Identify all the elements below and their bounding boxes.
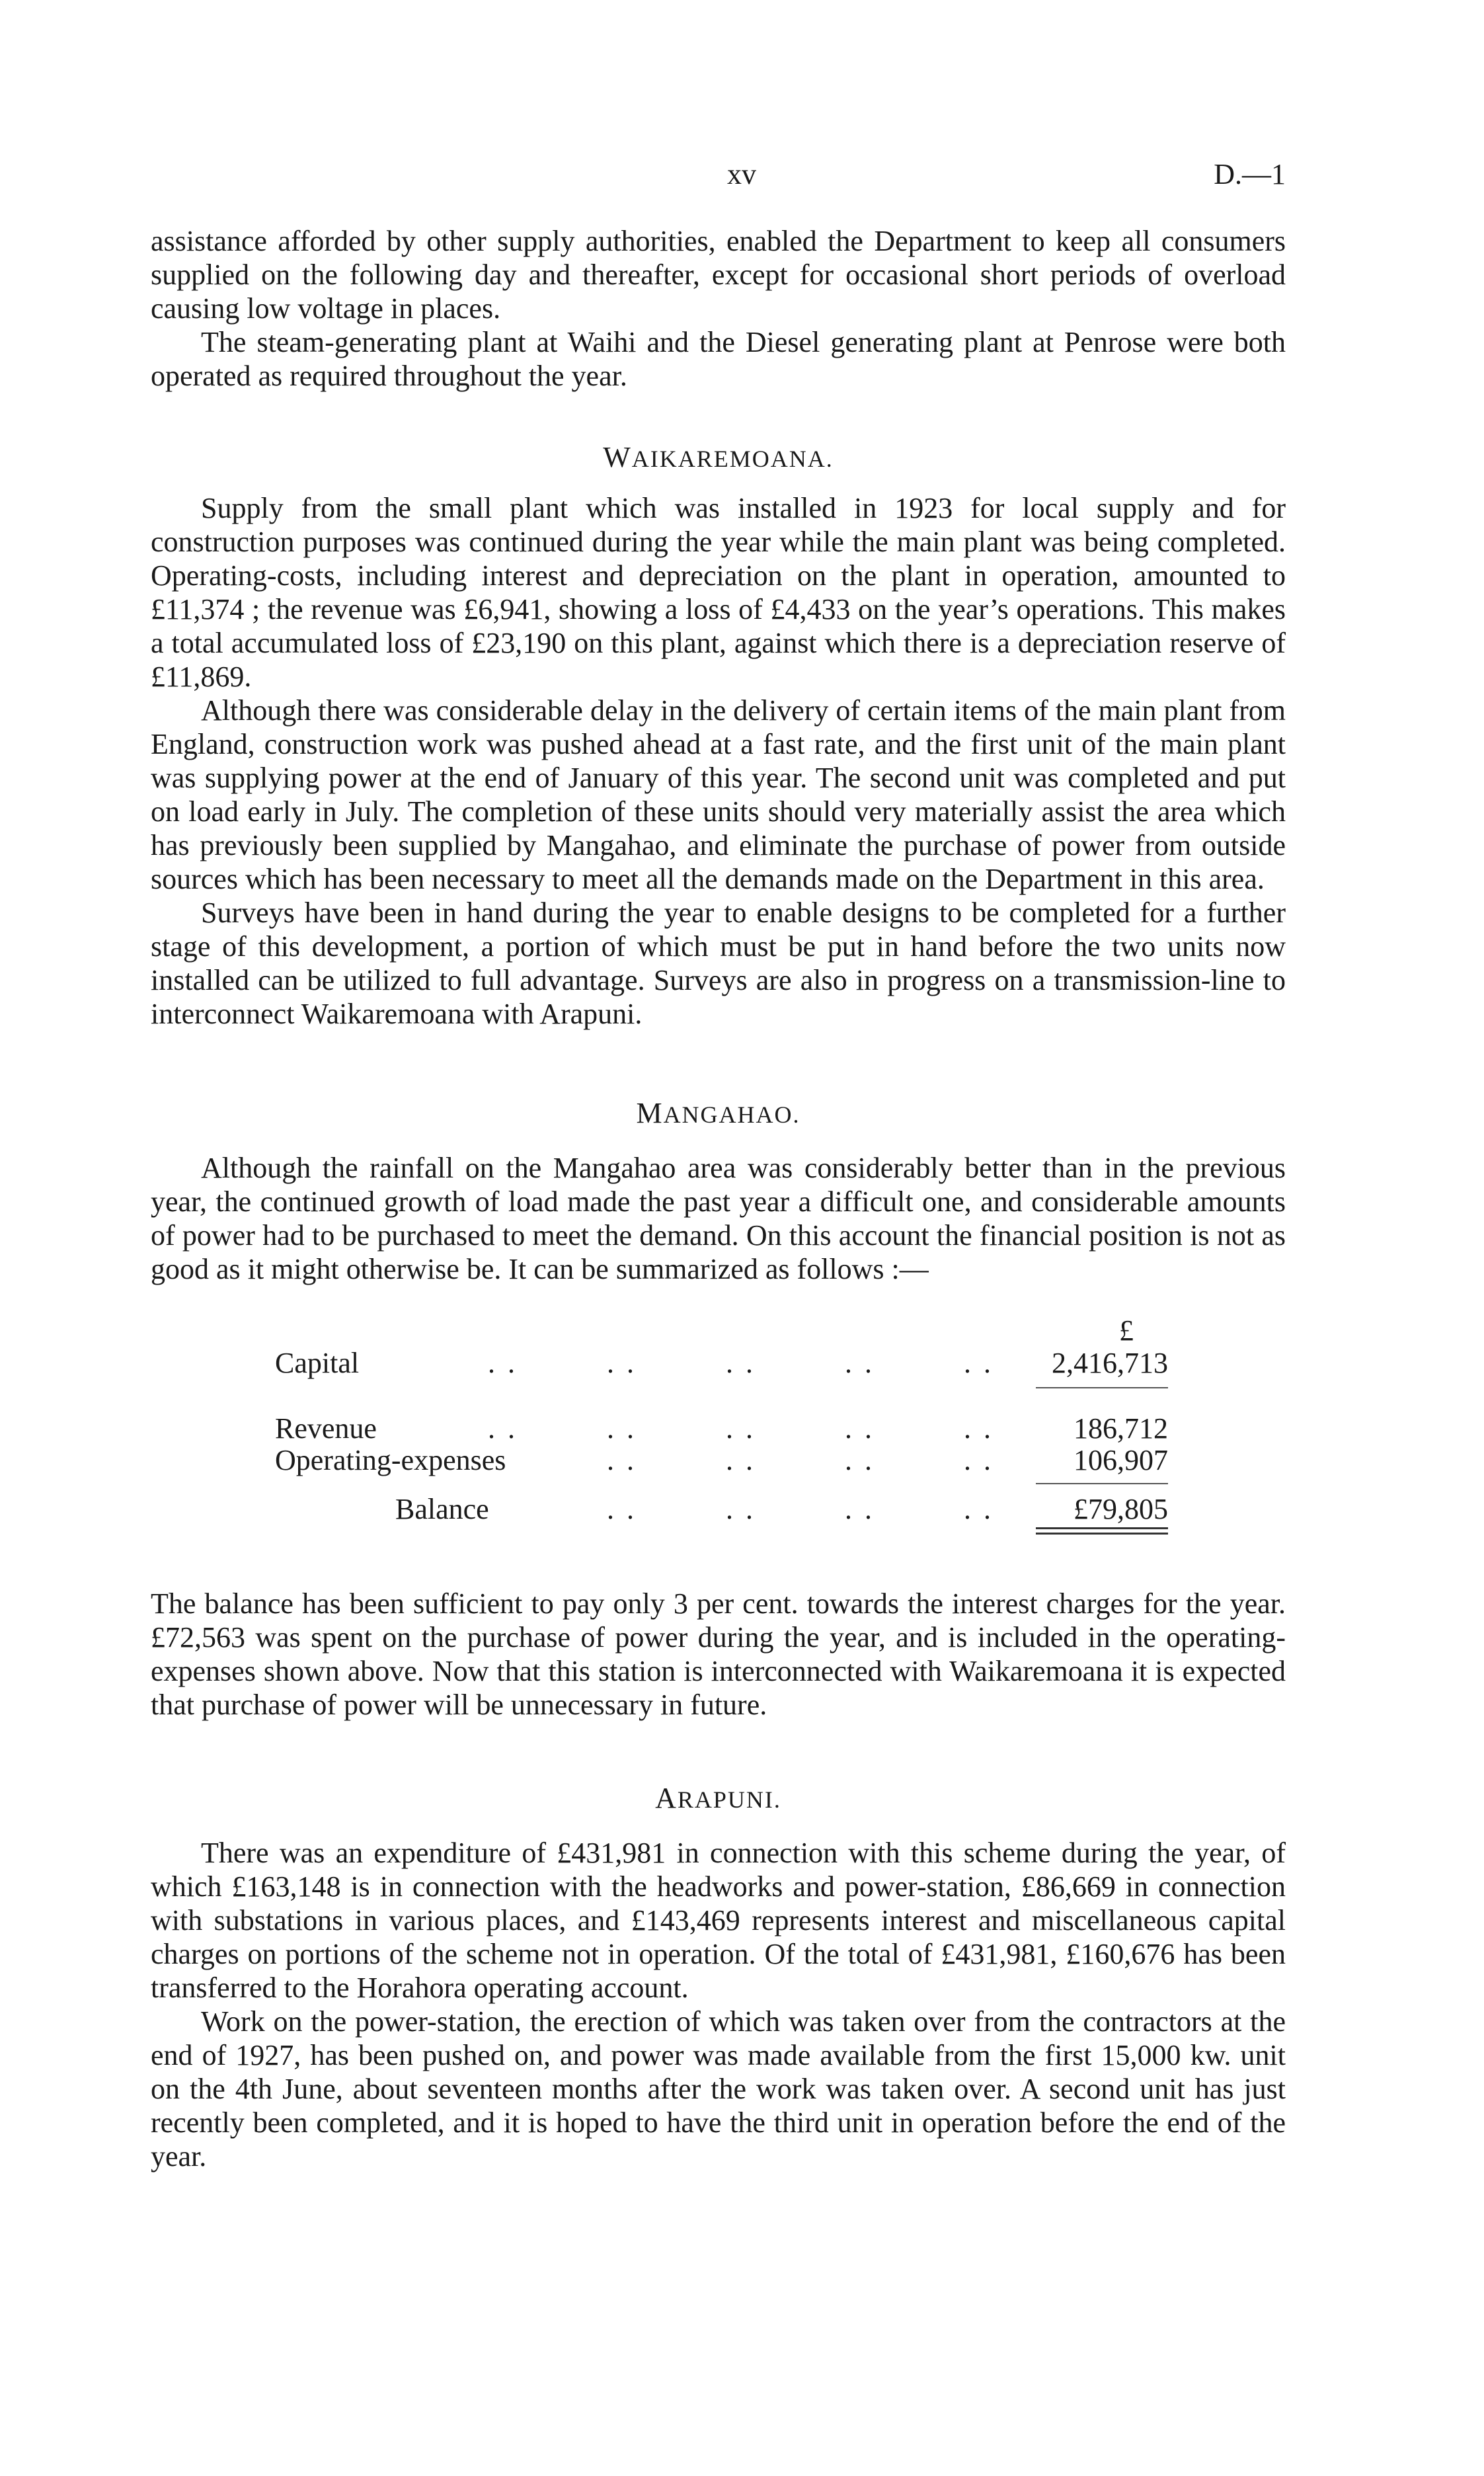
table-double-rule [1036, 1527, 1168, 1535]
mangahao-summary-table [151, 1314, 1286, 1578]
balance-label: Balance [395, 1493, 489, 1525]
document-reference: D.—1 [1214, 158, 1286, 190]
mangahao-text [151, 1151, 1286, 1286]
page-number: xv [727, 158, 756, 190]
capital-value: 2,416,713 [1052, 1347, 1168, 1379]
capital-row: Capital . . . . . . . . . . 2,416,713 [275, 1347, 1168, 1379]
mangahao-heading: MANGAHAO. [636, 1097, 801, 1129]
intro-section [151, 224, 1286, 393]
revenue-label: Revenue [275, 1412, 377, 1445]
operating-expenses-value: 106,907 [1074, 1444, 1168, 1476]
table-header-row [151, 1314, 1286, 1347]
currency-header: £ [1119, 1314, 1134, 1347]
arapuni-paragraph-2: Work on the power-station, the erection of which was taken over from the contractors at the end of 1927, has been pushed on, and power was made available from the first 15,000 kw. unit on the 4th June, about seventeen months after the work was taken over. A second unit has just recently been completed, and it is hoped to have the third unit in operation before the end of the year. [151, 2005, 1286, 2173]
waikaremoana-paragraph-1: Supply from the small plant which was installed in 1923 for local supply and for construction purposes was continued during the year while the main plant was being completed. Operating-costs, including interest and depreciation on the plant in operation, amounted to £11,374 ; the revenue was £6,941, showing a loss of £4,433 on the year’s operations. This makes a total accumulated loss of £23,190 on this plant, against which there is a depreciation reserve of £11,869. [151, 492, 1286, 693]
waikaremoana-paragraph-3: Surveys have been in hand during the year to enable designs to be completed for a further stage of this development, a portion of which must be put in hand before the two units now installed can be utilized to full advantage. Surveys are also in progress on a transmission-line to interconnect Waikaremoana with Arapuni. [151, 897, 1286, 1030]
mangahao-section [151, 1096, 1286, 1132]
revenue-row: Revenue . . . . . . . . . . 186,712 [275, 1412, 1168, 1445]
arapuni-section [151, 1781, 1286, 1817]
table-rule [1036, 1483, 1168, 1484]
operating-expenses-row: Operating-expenses . . . . . . . . 106,907 [275, 1444, 1168, 1476]
intro-paragraph-2: The steam-generating plant at Waihi and the Diesel generating plant at Penrose were both operated as required throughout the year. [151, 326, 1286, 392]
balance-value: £79,805 [1074, 1493, 1168, 1525]
waikaremoana-heading: WAIKAREMOANA. [603, 441, 834, 473]
intro-paragraph-1: assistance afforded by other supply authorities, enabled the Department to keep all consumers supplied on the following day and thereafter, except for occasional short periods of overload causing low voltage in places. [151, 225, 1286, 325]
table-rule [1036, 1387, 1168, 1388]
mangahao-paragraph-2: The balance has been sufficient to pay only 3 per cent. towards the interest charges for the year. £72,563 was spent on the purchase of power during the year, and is included in the operating-expenses shown above. Now that this station is interconnected with Waikaremoana it is expected that purchase of power will be unnecessary in future. [151, 1587, 1286, 1721]
waikaremoana-section [151, 440, 1286, 476]
waikaremoana-paragraph-2: Although there was considerable delay in the delivery of certain items of the main plant from England, construction work was pushed ahead at a fast rate, and the first unit of the main plant was supplying power at the end of January of this year. The second unit was completed and put on load early in July. The completion of these units should very materially assist the area which has previously been supplied by Mangahao, and eliminate the purchase of power from outside sources which has been necessary to meet all the demands made on the Department in this area. [151, 694, 1286, 895]
mangahao-text-2 [151, 1587, 1286, 1722]
balance-row: Balance . . . . . . . . £79,805 [395, 1493, 1168, 1525]
arapuni-text [151, 1836, 1286, 2173]
arapuni-paragraph-1: There was an expenditure of £431,981 in connection with this scheme during the year, of which £163,148 is in connection with the headworks and power-station, £86,669 in connection with substations in various places, and £143,469 represents interest and miscellaneous capital charges on portions of the scheme not in operation. Of the total of £431,981, £160,676 has been transferred to the Horahora operating account. [151, 1837, 1286, 2004]
operating-expenses-label: Operating-expenses [275, 1444, 506, 1476]
waikaremoana-text [151, 491, 1286, 1031]
revenue-value: 186,712 [1074, 1412, 1168, 1445]
arapuni-heading: ARAPUNI. [655, 1782, 781, 1814]
mangahao-paragraph-1: Although the rainfall on the Mangahao area was considerably better than in the previous year, the continued growth of load made the past year a difficult one, and considerable amounts of power had to be purchased to meet the demand. On this account the financial position is not as good as it might otherwise be. It can be summarized as follows :— [151, 1152, 1286, 1285]
capital-label: Capital [275, 1347, 360, 1379]
